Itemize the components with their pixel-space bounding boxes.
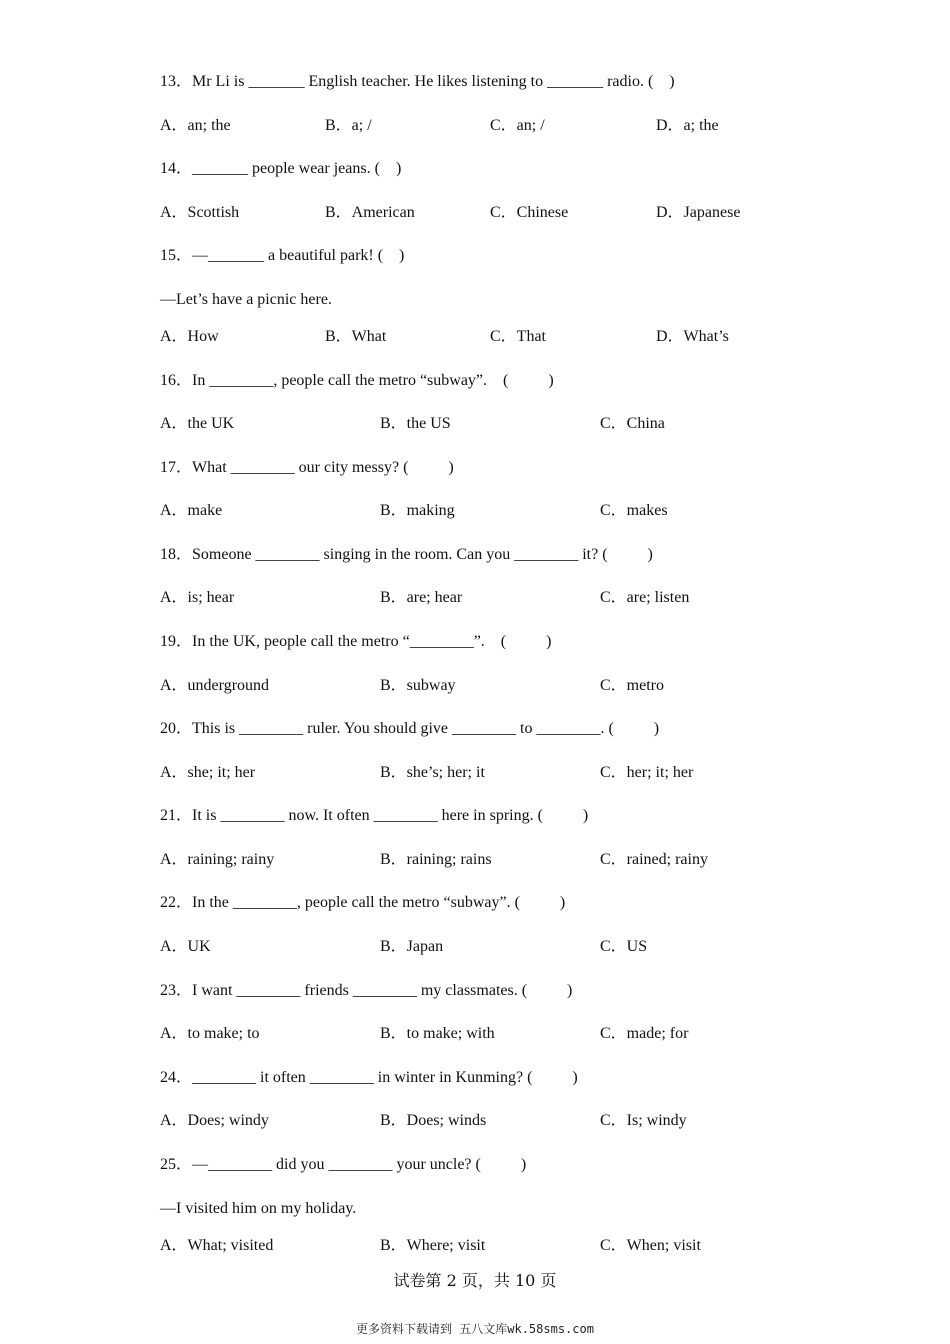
question-23-option-a: A．to make; to bbox=[160, 1025, 260, 1042]
question-24-option-b: B．Does; winds bbox=[380, 1112, 487, 1129]
question-20-option-a: A．she; it; her bbox=[160, 764, 256, 781]
question-15-reply: —Let’s have a picnic here. bbox=[160, 291, 332, 308]
question-18-option-a: A．is; hear bbox=[160, 589, 235, 606]
question-20-stem: 20．This is ________ ruler. You should give ________ to ________. ( ) bbox=[160, 720, 660, 737]
question-14-option-b: B．American bbox=[325, 204, 415, 221]
question-21-option-a: A．raining; rainy bbox=[160, 851, 275, 868]
question-21-option-c: C．rained; rainy bbox=[600, 851, 708, 868]
question-21-stem: 21．It is ________ now. It often ________ here in spring. ( ) bbox=[160, 807, 589, 824]
question-17-option-c: C．makes bbox=[600, 502, 668, 519]
question-13-stem: 13．Mr Li is _______ English teacher. He likes listening to _______ radio. ( ) bbox=[160, 73, 675, 90]
question-15-option-b: B．What bbox=[325, 328, 387, 345]
question-21-option-b: B．raining; rains bbox=[380, 851, 492, 868]
question-20-option-c: C．her; it; her bbox=[600, 764, 694, 781]
question-25-option-c: C．When; visit bbox=[600, 1237, 701, 1254]
question-22-option-b: B．Japan bbox=[380, 938, 444, 955]
question-19-stem: 19．In the UK, people call the metro “________”. ( ) bbox=[160, 633, 552, 650]
question-14-option-c: C．Chinese bbox=[490, 204, 569, 221]
page-footer: 试卷第 2 页，共 10 页 bbox=[393, 1271, 557, 1290]
question-16-option-a: A．the UK bbox=[160, 415, 235, 432]
question-19-option-b: B．subway bbox=[380, 677, 456, 694]
question-14-option-d: D．Japanese bbox=[656, 204, 741, 221]
question-22-stem: 22．In the ________, people call the metro “subway”. ( ) bbox=[160, 894, 566, 911]
question-19-option-c: C．metro bbox=[600, 677, 664, 694]
question-25-option-b: B．Where; visit bbox=[380, 1237, 486, 1254]
question-25-option-a: A．What; visited bbox=[160, 1237, 274, 1254]
question-17-option-b: B．making bbox=[380, 502, 455, 519]
question-25-reply: —I visited him on my holiday. bbox=[160, 1200, 357, 1217]
question-16-stem: 16．In ________, people call the metro “subway”. ( ) bbox=[160, 372, 554, 389]
question-17-stem: 17．What ________ our city messy? ( ) bbox=[160, 459, 454, 476]
question-14-option-a: A．Scottish bbox=[160, 204, 240, 221]
question-19-option-a: A．underground bbox=[160, 677, 270, 694]
question-15-option-d: D．What’s bbox=[656, 328, 729, 345]
question-23-stem: 23．I want ________ friends ________ my classmates. ( ) bbox=[160, 982, 573, 999]
question-16-option-b: B．the US bbox=[380, 415, 451, 432]
question-15-stem: 15．—_______ a beautiful park! ( ) bbox=[160, 247, 405, 264]
question-13-option-b: B．a; / bbox=[325, 117, 372, 134]
question-23-option-b: B．to make; with bbox=[380, 1025, 495, 1042]
question-18-option-c: C．are; listen bbox=[600, 589, 690, 606]
question-15-option-a: A．How bbox=[160, 328, 219, 345]
question-18-stem: 18．Someone ________ singing in the room. Can you ________ it? ( ) bbox=[160, 546, 653, 563]
question-13-option-a: A．an; the bbox=[160, 117, 231, 134]
question-13-option-d: D．a; the bbox=[656, 117, 719, 134]
question-13-option-c: C．an; / bbox=[490, 117, 545, 134]
question-24-stem: 24．________ it often ________ in winter in Kunming? ( ) bbox=[160, 1069, 578, 1086]
question-17-option-a: A．make bbox=[160, 502, 223, 519]
question-14-stem: 14．_______ people wear jeans. ( ) bbox=[160, 160, 402, 177]
question-18-option-b: B．are; hear bbox=[380, 589, 463, 606]
question-25-stem: 25．—________ did you ________ your uncle? ( ) bbox=[160, 1156, 527, 1173]
question-16-option-c: C．China bbox=[600, 415, 665, 432]
question-24-option-c: C．Is; windy bbox=[600, 1112, 687, 1129]
question-24-option-a: A．Does; windy bbox=[160, 1112, 269, 1129]
question-20-option-b: B．she’s; her; it bbox=[380, 764, 485, 781]
question-22-option-c: C．US bbox=[600, 938, 648, 955]
question-22-option-a: A．UK bbox=[160, 938, 211, 955]
watermark-text: 更多资料下载请到 五八文库wk.58sms.com bbox=[356, 1322, 594, 1336]
question-15-option-c: C．That bbox=[490, 328, 546, 345]
question-23-option-c: C．made; for bbox=[600, 1025, 689, 1042]
